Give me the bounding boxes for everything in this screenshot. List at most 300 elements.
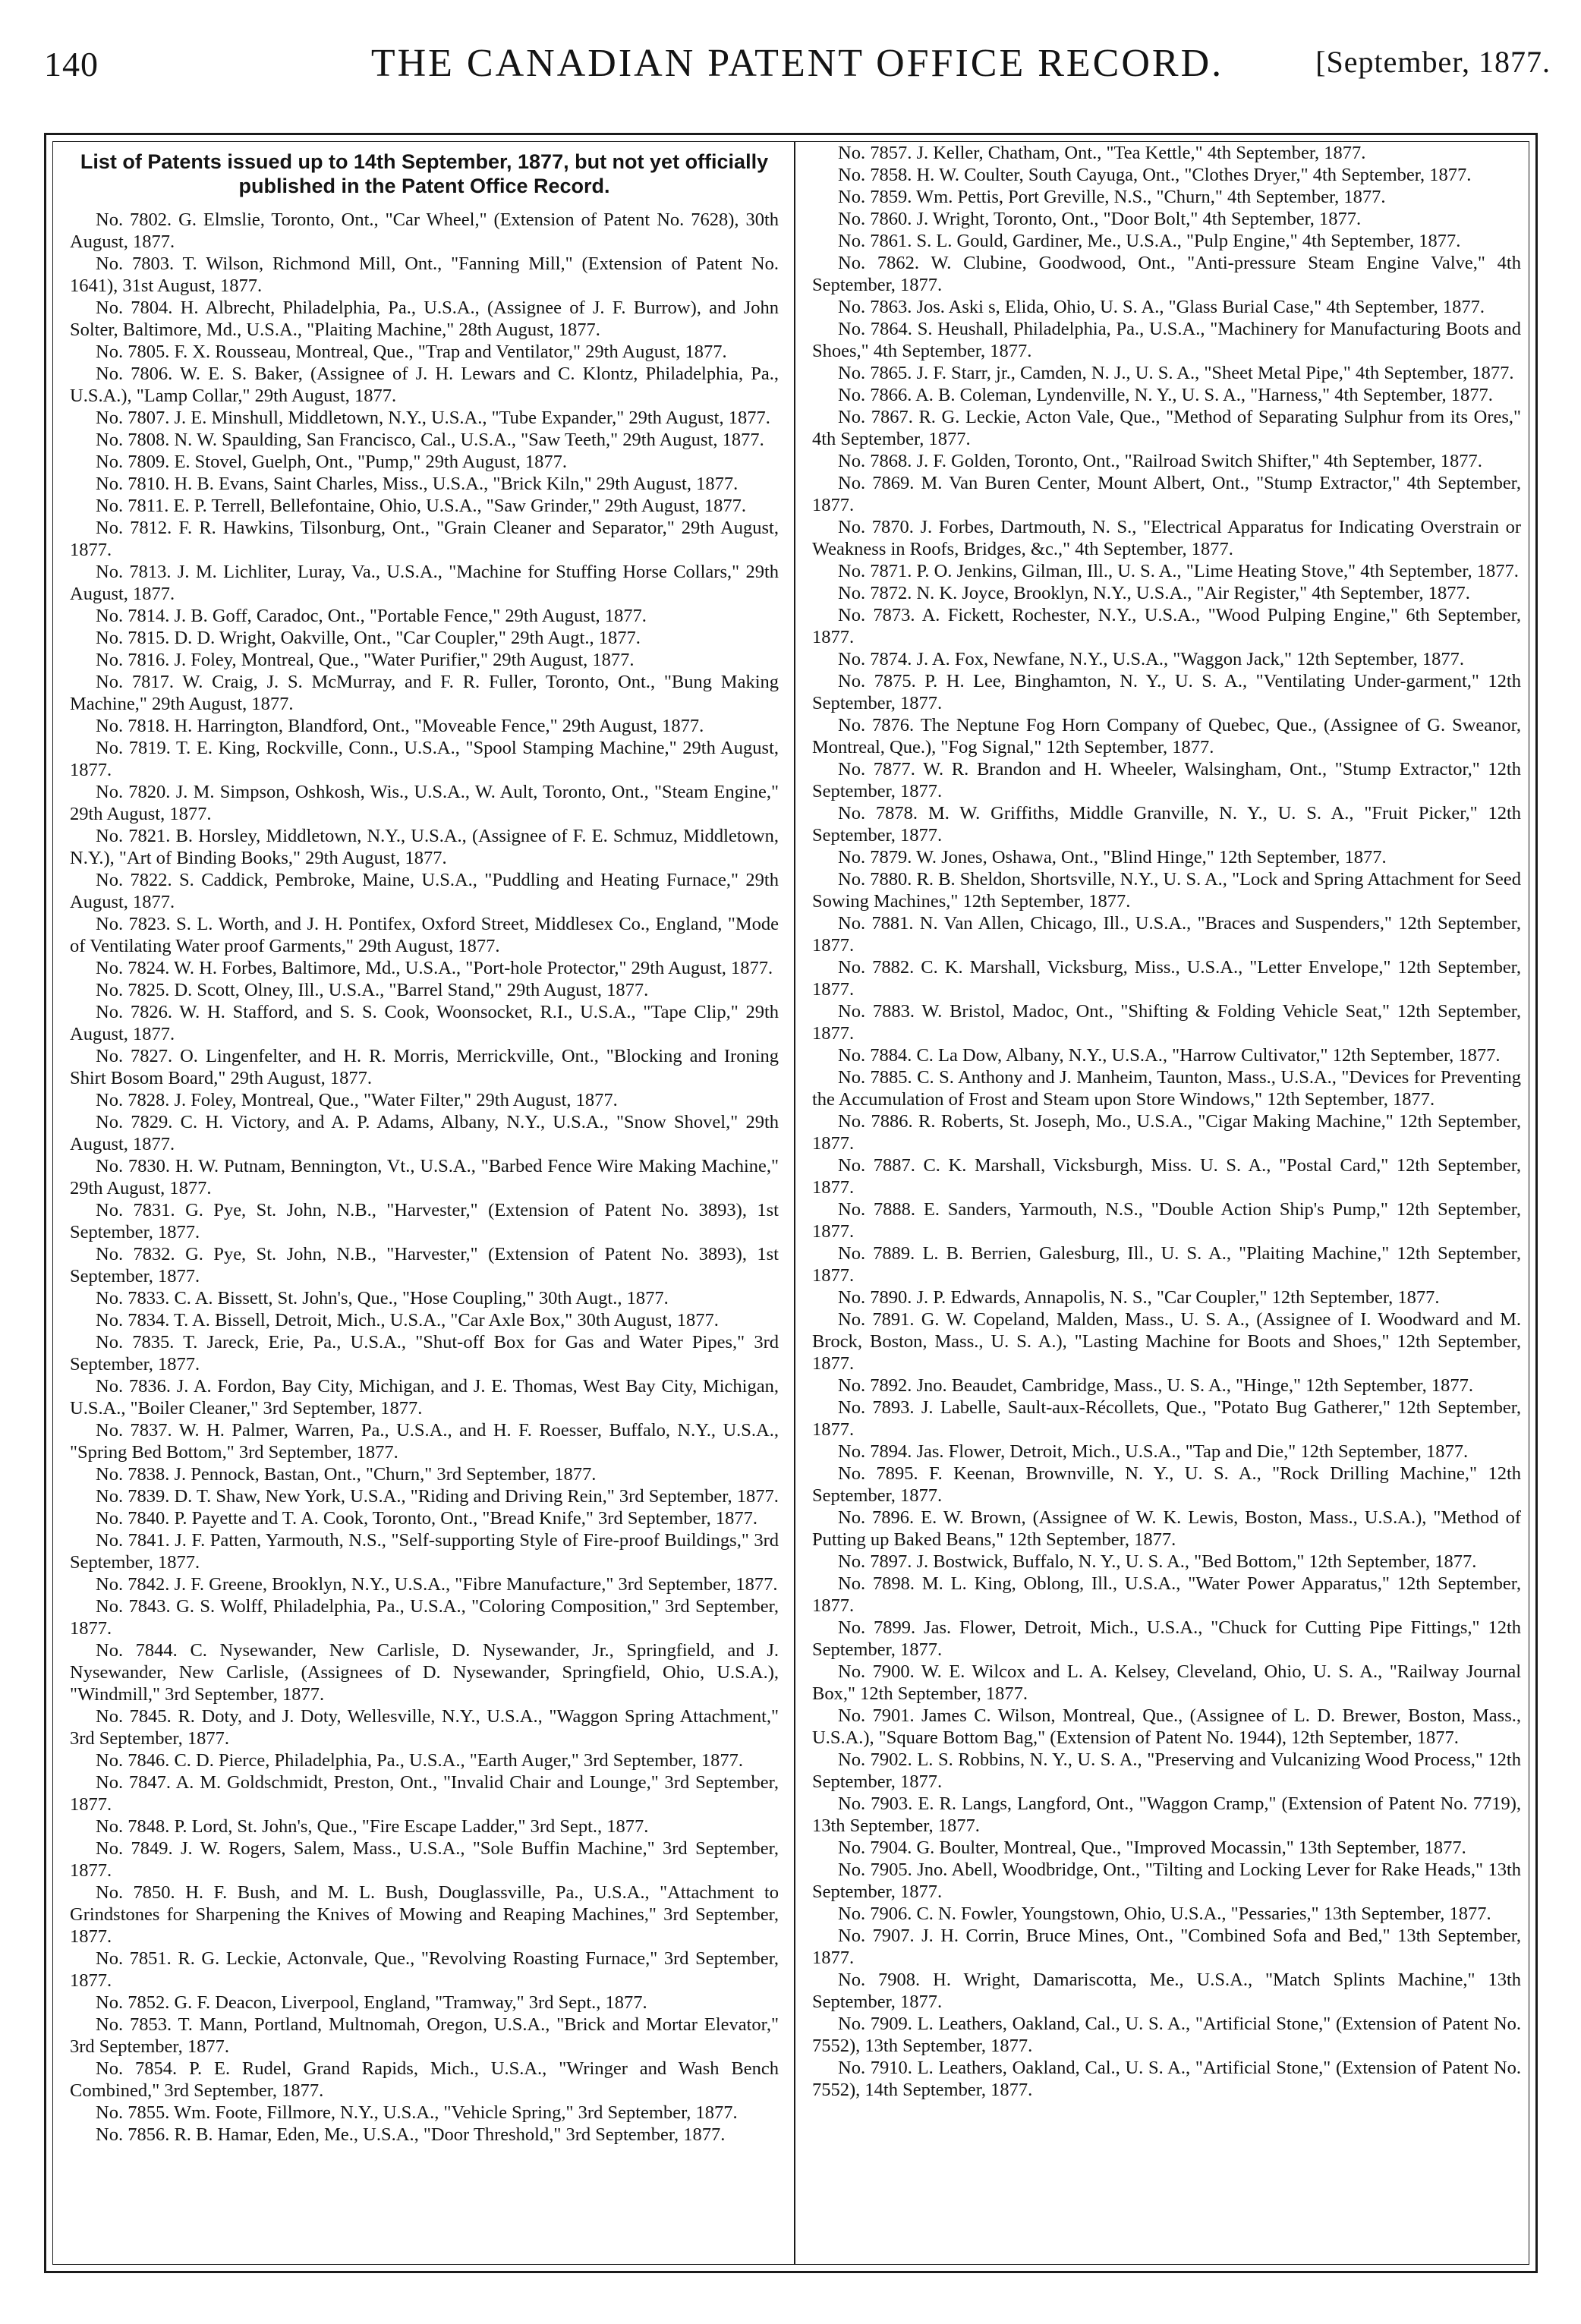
patent-number: No. 7807. [96, 408, 170, 428]
page-header [44, 36, 1551, 90]
patent-entry [70, 561, 779, 605]
patent-number: No. 7896. [838, 1507, 915, 1528]
patent-details: G. S. Wolff, Philadelphia, Pa., U.S.A., "Coloring Composition," 3rd September, 1877. [70, 1596, 779, 1639]
patent-entry [812, 296, 1521, 318]
patent-details: T. Jareck, Erie, Pa., U.S.A., "Shut-off Box for Gas and Water Pipes," 3rd September, 1877. [70, 1332, 779, 1375]
patent-entry [812, 472, 1521, 516]
patent-details: James C. Wilson, Montreal, Que., (Assignee of L. D. Brewer, Boston, Mass., U.S.A.), "Square Bottom Bag," (Extension of Patent No. 1944), 12th September, 1877. [812, 1705, 1521, 1748]
patent-details: C. D. Pierce, Philadelphia, Pa., U.S.A., "Earth Auger," 3rd September, 1877. [174, 1750, 743, 1771]
patent-number: No. 7862. [838, 253, 919, 273]
patent-details: L. Leathers, Oakland, Cal., U. S. A., "Artificial Stone," (Extension of Patent No. 7552), 14th September, 1877. [812, 2058, 1521, 2100]
patent-number: No. 7846. [96, 1750, 170, 1771]
patent-number: No. 7906. [838, 1904, 912, 1924]
patent-details: J. E. Minshull, Middletown, N.Y., U.S.A., "Tube Expander," 29th August, 1877. [174, 408, 770, 428]
patent-entry [812, 802, 1521, 846]
patent-entry [70, 2124, 779, 2146]
patent-entry [70, 825, 779, 869]
patent-entry [70, 1419, 779, 1463]
patent-details: Jas. Flower, Detroit, Mich., U.S.A., "Tap and Die," 12th September, 1877. [916, 1441, 1469, 1462]
patent-details: Jno. Beaudet, Cambridge, Mass., U. S. A., "Hinge," 12th September, 1877. [916, 1375, 1473, 1396]
patent-number: No. 7850. [96, 1882, 175, 1903]
patent-entry [70, 1749, 779, 1771]
patent-details: D. T. Shaw, New York, U.S.A., "Riding and Driving Rein," 3rd September, 1877. [174, 1486, 779, 1507]
patent-entry [812, 1793, 1521, 1837]
patent-number: No. 7819. [96, 738, 171, 758]
patent-number: No. 7904. [838, 1837, 912, 1858]
section-title: List of Patents issued up to 14th September, 1877, but not yet officially published in the Patent Office Record. [80, 150, 769, 197]
patent-details: J. Forbes, Dartmouth, N. S., "Electrical Apparatus for Indicating Overstrain or Weakness in Roofs, Bridges, &c.," 4th September, 1877. [812, 517, 1521, 559]
patent-details: J. Pennock, Bastan, Ont., "Churn," 3rd September, 1877. [174, 1464, 597, 1485]
patent-details: S. L. Gould, Gardiner, Me., U.S.A., "Pulp Engine," 4th September, 1877. [916, 231, 1461, 251]
patent-number: No. 7871. [838, 561, 912, 581]
patent-entry [812, 1925, 1521, 1969]
patent-details: H. B. Evans, Saint Charles, Miss., U.S.A., "Brick Kiln," 29th August, 1877. [174, 474, 739, 494]
patent-details: C. K. Marshall, Vicksburg, Miss., U.S.A., "Letter Envelope," 12th September, 1877. [812, 957, 1521, 1000]
patent-number: No. 7855. [96, 2102, 170, 2123]
patent-entry [70, 1771, 779, 1815]
patent-details: E. Stovel, Guelph, Ont., "Pump," 29th August, 1877. [174, 452, 567, 472]
patent-details: T. Mann, Portland, Multnomah, Oregon, U.S.A., "Brick and Mortar Elevator," 3rd September, 1877. [70, 2014, 779, 2057]
patent-entry [812, 186, 1521, 208]
patent-number: No. 7832. [96, 1244, 175, 1264]
patent-number: No. 7881. [838, 913, 914, 934]
patent-entry [812, 604, 1521, 648]
patent-details: R. Doty, and J. Doty, Wellesville, N.Y., U.S.A., "Waggon Spring Attachment," 3rd September, 1877. [70, 1706, 779, 1749]
patent-number: No. 7803. [96, 253, 175, 274]
patent-entry [812, 758, 1521, 802]
patent-number: No. 7903. [838, 1793, 913, 1814]
patent-entry [70, 517, 779, 561]
patent-details: J. Labelle, Sault-aux-Récollets, Que., "Potato Bug Gatherer," 12th September, 1877. [812, 1397, 1521, 1440]
patent-number: No. 7843. [96, 1596, 171, 1617]
patent-details: H. W. Putnam, Bennington, Vt., U.S.A., "Barbed Fence Wire Making Machine," 29th August, 1877. [70, 1156, 779, 1198]
patent-entry [812, 1463, 1521, 1507]
patent-number: No. 7802. [96, 209, 172, 230]
patent-entry [812, 582, 1521, 604]
patent-entry [812, 1573, 1521, 1617]
patent-number: No. 7818. [96, 716, 170, 736]
patent-entry [70, 429, 779, 451]
patent-number: No. 7849. [96, 1838, 173, 1859]
patent-entry [812, 252, 1521, 296]
patent-details: J. Wright, Toronto, Ont., "Door Bolt," 4th September, 1877. [916, 209, 1362, 229]
patent-entry [812, 406, 1521, 450]
patent-entry [812, 1308, 1521, 1375]
patent-entry [70, 495, 779, 517]
patent-number: No. 7838. [96, 1464, 170, 1485]
patent-entry [812, 1066, 1521, 1110]
patent-details: G. W. Copeland, Malden, Mass., U. S. A., (Assignee of I. Woodward and M. Brock, Boston, Mass., U. S. A.), "Lasting Machine for Boots and Shoes," 12th September, 1877. [812, 1309, 1521, 1374]
patent-entry [70, 869, 779, 913]
patent-number: No. 7860. [838, 209, 912, 229]
patent-entry [70, 737, 779, 781]
patent-details: W. Jones, Oshawa, Ont., "Blind Hinge," 12th September, 1877. [916, 847, 1387, 868]
patent-details: Wm. Pettis, Port Greville, N.S., "Churn," 4th September, 1877. [916, 187, 1386, 207]
patent-details: The Neptune Fog Horn Company of Quebec, Que., (Assignee of G. Sweanor, Montreal, Que.), "Fog Signal," 12th September, 1877. [812, 715, 1521, 757]
patent-number: No. 7870. [838, 517, 914, 537]
patent-number: No. 7887. [838, 1155, 915, 1176]
patent-entry [70, 1155, 779, 1199]
patent-details: H. Albrecht, Philadelphia, Pa., U.S.A., (Assignee of J. F. Burrow), and John Solter, Baltimore, Md., U.S.A., "Plaiting Machine," 28th August, 1877. [70, 298, 779, 340]
patent-number: No. 7884. [838, 1045, 912, 1066]
patent-number: No. 7834. [96, 1310, 170, 1330]
patent-entry [812, 142, 1521, 164]
patent-details: S. Caddick, Pembroke, Maine, U.S.A., "Puddling and Heating Furnace," 29th August, 1877. [70, 870, 779, 912]
patent-number: No. 7875. [838, 671, 916, 691]
patent-entry [70, 2058, 779, 2102]
patent-details: J. F. Golden, Toronto, Ont., "Railroad Switch Shifter," 4th September, 1877. [916, 451, 1482, 471]
patent-number: No. 7856. [96, 2124, 170, 2145]
patent-entry [812, 714, 1521, 758]
patent-number: No. 7905. [838, 1860, 912, 1880]
patent-number: No. 7831. [96, 1200, 175, 1220]
patent-entry [812, 1397, 1521, 1441]
patent-entry [70, 1243, 779, 1287]
patent-number: No. 7863. [838, 297, 912, 317]
patent-number: No. 7809. [96, 452, 170, 472]
patent-number: No. 7827. [96, 1046, 173, 1066]
patent-details: L. B. Berrien, Galesburg, Ill., U. S. A., "Plaiting Machine," 12th September, 1877. [812, 1243, 1521, 1286]
patent-number: No. 7816. [96, 650, 170, 670]
patent-entry [70, 1463, 779, 1485]
patent-entry [812, 1903, 1521, 1925]
patent-details: P. H. Lee, Binghamton, N. Y., U. S. A., "Ventilating Under-garment," 12th September, 1877. [812, 671, 1521, 713]
patent-details: F. R. Hawkins, Tilsonburg, Ont., "Grain Cleaner and Separator," 29th August, 1877. [70, 518, 779, 560]
patent-number: No. 7813. [96, 562, 172, 582]
patent-entry [812, 648, 1521, 670]
patent-details: J. B. Goff, Caradoc, Ont., "Portable Fence," 29th August, 1877. [174, 606, 647, 626]
patent-details: G. Pye, St. John, N.B., "Harvester," (Extension of Patent No. 3893), 1st September, 1877. [70, 1244, 779, 1286]
patent-details: J. F. Greene, Brooklyn, N.Y., U.S.A., "Fibre Manufacture," 3rd September, 1877. [174, 1574, 778, 1595]
column-divider [794, 142, 795, 2264]
patent-entry [70, 209, 779, 253]
patent-number: No. 7812. [96, 518, 172, 538]
patent-entry [70, 1595, 779, 1639]
patent-details: C. Nysewander, New Carlisle, D. Nysewander, Jr., Springfield, and J. Nysewander, New Carlisle, (Assignees of D. Nysewander, Springfield, Ohio, U.S.A.), "Windmill," 3rd September, 1877. [70, 1640, 779, 1705]
patent-details: J. F. Starr, jr., Camden, N. J., U. S. A., "Sheet Metal Pipe," 4th September, 1877. [916, 363, 1514, 383]
patent-number: No. 7844. [96, 1640, 178, 1661]
patent-details: C. H. Victory, and A. P. Adams, Albany, N.Y., U.S.A., "Snow Shovel," 29th August, 1877. [70, 1112, 779, 1154]
patent-entry [70, 1992, 779, 2014]
patent-entry [70, 979, 779, 1001]
patent-entry [70, 671, 779, 715]
patent-details: O. Lingenfelter, and H. R. Morris, Merrickville, Ont., "Blocking and Ironing Shirt Bosom Board," 29th August, 1877. [70, 1046, 779, 1088]
patent-number: No. 7817. [96, 672, 174, 692]
patent-entry [70, 451, 779, 473]
patent-details: G. Pye, St. John, N.B., "Harvester," (Extension of Patent No. 3893), 1st September, 1877. [70, 1200, 779, 1242]
patent-number: No. 7886. [838, 1111, 913, 1132]
patent-number: No. 7879. [838, 847, 912, 868]
patent-number: No. 7824. [96, 958, 170, 978]
patent-entry [812, 1000, 1521, 1044]
patent-details: S. L. Worth, and J. H. Pontifex, Oxford Street, Middlesex Co., England, "Mode of Ventilating Water proof Garments," 29th August, 1877. [70, 914, 779, 956]
patent-number: No. 7828. [96, 1090, 170, 1110]
patent-entry [70, 363, 779, 407]
patent-details: J. A. Fox, Newfane, N.Y., U.S.A., "Waggon Jack," 12th September, 1877. [916, 649, 1465, 669]
patent-entry [70, 627, 779, 649]
patent-details: T. E. King, Rockville, Conn., U.S.A., "Spool Stamping Machine," 29th August, 1877. [70, 738, 779, 780]
patent-details: T. A. Bissell, Detroit, Mich., U.S.A., "Car Axle Box," 30th August, 1877. [174, 1310, 719, 1330]
patent-entry [812, 846, 1521, 868]
patent-details: E. P. Terrell, Bellefontaine, Ohio, U.S.A., "Saw Grinder," 29th August, 1877. [173, 496, 747, 516]
issue-date: [September, 1877. [1315, 45, 1551, 79]
patent-details: M. W. Griffiths, Middle Granville, N. Y., U. S. A., "Fruit Picker," 12th September, 1877. [812, 803, 1521, 846]
patent-details: W. E. S. Baker, (Assignee of J. H. Lewars and C. Klontz, Philadelphia, Pa., U.S.A.), "Lamp Collar," 29th August, 1877. [70, 364, 779, 406]
patent-number: No. 7883. [838, 1001, 915, 1022]
patent-entry [70, 1948, 779, 1992]
patent-number: No. 7893. [838, 1397, 915, 1418]
patent-details: P. Lord, St. John's, Que., "Fire Escape Ladder," 3rd Sept., 1877. [174, 1816, 649, 1837]
patent-entry [70, 1639, 779, 1705]
patent-details: P. E. Rudel, Grand Rapids, Mich., U.S.A., "Wringer and Wash Bench Combined," 3rd September, 1877. [70, 2058, 779, 2101]
patent-number: No. 7851. [96, 1948, 172, 1969]
patent-number: No. 7869. [838, 473, 915, 493]
patent-entry [70, 1815, 779, 1837]
patent-entry [812, 1198, 1521, 1242]
patent-details: W. Craig, J. S. McMurray, and F. R. Fuller, Toronto, Ont., "Bung Making Machine," 29th August, 1877. [70, 672, 779, 714]
patent-details: H. W. Coulter, South Cayuga, Ont., "Clothes Dryer," 4th September, 1877. [916, 165, 1472, 185]
patent-entry [812, 1705, 1521, 1749]
patent-number: No. 7837. [96, 1420, 172, 1441]
patent-entry [812, 1154, 1521, 1198]
patent-details: C. S. Anthony and J. Manheim, Taunton, Mass., U.S.A., "Devices for Preventing the Accumulation of Frost and Steam upon Store Windows," 12th September, 1877. [812, 1067, 1521, 1110]
patent-entry [812, 1661, 1521, 1705]
patent-details: W. H. Forbes, Baltimore, Md., U.S.A., "Port-hole Protector," 29th August, 1877. [174, 958, 773, 978]
content-frame [44, 133, 1538, 2273]
patent-entry [812, 956, 1521, 1000]
patent-details: P. Payette and T. A. Cook, Toronto, Ont., "Bread Knife," 3rd September, 1877. [174, 1508, 757, 1529]
patent-details: J. A. Fordon, Bay City, Michigan, and J. E. Thomas, West Bay City, Michigan, U.S.A., "Boiler Cleaner," 3rd September, 1877. [70, 1376, 779, 1419]
patent-number: No. 7806. [96, 364, 173, 384]
patent-entry [812, 1242, 1521, 1286]
patent-number: No. 7833. [96, 1288, 170, 1308]
patent-number: No. 7882. [838, 957, 915, 978]
patent-details: E. Sanders, Yarmouth, N.S., "Double Action Ship's Pump," 12th September, 1877. [812, 1199, 1521, 1242]
left-column [70, 142, 779, 2264]
patent-entry [812, 1507, 1521, 1551]
patent-details: R. B. Sheldon, Shortsville, N.Y., U. S. A., "Lock and Spring Attachment for Seed Sowing Machines," 12th September, 1877. [812, 869, 1521, 912]
page-number: 140 [44, 45, 99, 83]
patent-number: No. 7820. [96, 782, 171, 802]
patent-entry [70, 1573, 779, 1595]
patent-number: No. 7805. [96, 342, 170, 362]
patent-entry [70, 2102, 779, 2124]
patent-number: No. 7908. [838, 1970, 921, 1990]
patent-number: No. 7867. [838, 407, 913, 427]
patent-details: N. W. Spaulding, San Francisco, Cal., U.S.A., "Saw Teeth," 29th August, 1877. [174, 430, 764, 450]
patent-entry [70, 715, 779, 737]
patent-entry [812, 1859, 1521, 1903]
patent-details: D. D. Wright, Oakville, Ont., "Car Coupler," 29th Augt., 1877. [174, 628, 641, 648]
patent-details: C. N. Fowler, Youngstown, Ohio, U.S.A., "Pessaries," 13th September, 1877. [916, 1904, 1491, 1924]
patent-entry [70, 1111, 779, 1155]
patent-entry [812, 1110, 1521, 1154]
patent-details: J. Foley, Montreal, Que., "Water Filter," 29th August, 1877. [174, 1090, 618, 1110]
patent-number: No. 7890. [838, 1287, 912, 1308]
patent-entry [812, 318, 1521, 362]
patent-details: M. Van Buren Center, Mount Albert, Ont., "Stump Extractor," 4th September, 1877. [812, 473, 1521, 515]
patent-number: No. 7873. [838, 605, 915, 625]
patent-details: R. G. Leckie, Acton Vale, Que., "Method of Separating Sulphur from its Ores," 4th September, 1877. [812, 407, 1521, 449]
patent-number: No. 7885. [838, 1067, 912, 1088]
patent-number: No. 7898. [838, 1573, 915, 1594]
patent-details: M. L. King, Oblong, Ill., U.S.A., "Water Power Apparatus," 12th September, 1877. [812, 1573, 1521, 1616]
patent-entry [812, 230, 1521, 252]
patent-number: No. 7895. [838, 1463, 918, 1484]
patent-details: H. Harrington, Blandford, Ont., "Moveable Fence," 29th August, 1877. [174, 716, 704, 736]
patent-entry [812, 1749, 1521, 1793]
patent-number: No. 7804. [96, 298, 173, 318]
patent-number: No. 7876. [838, 715, 915, 735]
patent-number: No. 7836. [96, 1376, 171, 1397]
patent-number: No. 7830. [96, 1156, 171, 1176]
publication-title: THE CANADIAN PATENT OFFICE RECORD. [370, 42, 1224, 85]
patent-number: No. 7892. [838, 1375, 912, 1396]
patent-number: No. 7891. [838, 1309, 915, 1330]
patent-number: No. 7815. [96, 628, 170, 648]
patent-number: No. 7909. [838, 2014, 912, 2034]
patent-entry [812, 516, 1521, 560]
patent-details: J. M. Simpson, Oshkosh, Wis., U.S.A., W. Ault, Toronto, Ont., "Steam Engine," 29th August, 1877. [70, 782, 779, 824]
patent-details: W. Bristol, Madoc, Ont., "Shifting & Folding Vehicle Seat," 12th September, 1877. [812, 1001, 1521, 1044]
patent-entry [812, 1375, 1521, 1397]
patent-entry [70, 605, 779, 627]
patent-number: No. 7877. [838, 759, 915, 779]
patent-details: L. S. Robbins, N. Y., U. S. A., "Preserving and Vulcanizing Wood Process," 12th September, 1877. [812, 1749, 1521, 1792]
patent-details: Jno. Abell, Woodbridge, Ont., "Tilting and Locking Lever for Rake Heads," 13th September, 1877. [812, 1860, 1521, 1902]
patent-entry [70, 253, 779, 297]
patent-entry [70, 957, 779, 979]
patent-number: No. 7868. [838, 451, 912, 471]
patent-entry [812, 384, 1521, 406]
patent-details: J. W. Rogers, Salem, Mass., U.S.A., "Sole Buffin Machine," 3rd September, 1877. [70, 1838, 779, 1881]
patent-details: R. B. Hamar, Eden, Me., U.S.A., "Door Threshold," 3rd September, 1877. [174, 2124, 726, 2145]
patent-number: No. 7872. [838, 583, 912, 603]
patent-entry [812, 1969, 1521, 2013]
patent-details: A. M. Goldschmidt, Preston, Ont., "Invalid Chair and Lounge," 3rd September, 1877. [70, 1772, 779, 1815]
patent-details: R. Roberts, St. Joseph, Mo., U.S.A., "Cigar Making Machine," 12th September, 1877. [812, 1111, 1521, 1154]
patent-details: B. Horsley, Middletown, N.Y., U.S.A., (Assignee of F. E. Schmuz, Middletown, N.Y.), "Art of Binding Books," 29th August, 1877. [70, 826, 779, 868]
patent-number: No. 7854. [96, 2058, 178, 2079]
patent-details: P. O. Jenkins, Gilman, Ill., U. S. A., "Lime Heating Stove," 4th September, 1877. [916, 561, 1519, 581]
patent-number: No. 7811. [96, 496, 169, 516]
patent-entry [70, 1882, 779, 1948]
patent-entry [812, 362, 1521, 384]
patent-details: J. P. Edwards, Annapolis, N. S., "Car Coupler," 12th September, 1877. [916, 1287, 1440, 1308]
patent-details: S. Heushall, Philadelphia, Pa., U.S.A., "Machinery for Manufacturing Boots and Shoes," 4th September, 1877. [812, 319, 1521, 361]
patent-number: No. 7841. [96, 1530, 170, 1551]
patent-number: No. 7821. [96, 826, 171, 846]
patent-number: No. 7847. [96, 1772, 172, 1793]
patent-entry [812, 164, 1521, 186]
patent-number: No. 7814. [96, 606, 170, 626]
patent-number: No. 7808. [96, 430, 170, 450]
patent-entry [70, 1199, 779, 1243]
patent-number: No. 7853. [96, 2014, 172, 2035]
patent-details: R. G. Leckie, Actonvale, Que., "Revolving Roasting Furnace," 3rd September, 1877. [70, 1948, 779, 1991]
patent-entry [70, 1331, 779, 1375]
patent-details: F. Keenan, Brownville, N. Y., U. S. A., "Rock Drilling Machine," 12th September, 1877. [812, 1463, 1521, 1506]
patent-entry [70, 1089, 779, 1111]
patent-entry [70, 407, 779, 429]
patent-number: No. 7858. [838, 165, 912, 185]
patent-details: J. F. Patten, Yarmouth, N.S., "Self-supporting Style of Fire-proof Buildings," 3rd September, 1877. [70, 1530, 779, 1573]
patent-entry [812, 1044, 1521, 1066]
patent-entry [70, 649, 779, 671]
patent-number: No. 7864. [838, 319, 912, 339]
patent-number: No. 7889. [838, 1243, 915, 1264]
patent-number: No. 7888. [838, 1199, 916, 1220]
patent-entry [812, 1286, 1521, 1308]
patent-details: D. Scott, Olney, Ill., U.S.A., "Barrel Stand," 29th August, 1877. [174, 980, 649, 1000]
patent-entry [70, 1045, 779, 1089]
content-frame-inner [52, 141, 1529, 2265]
patent-entry [812, 1617, 1521, 1661]
patent-number: No. 7826. [96, 1002, 172, 1022]
patent-details: A. B. Coleman, Lyndenville, N. Y., U. S. A., "Harness," 4th September, 1877. [915, 385, 1493, 405]
patent-number: No. 7861. [838, 231, 912, 251]
patent-details: J. M. Lichliter, Luray, Va., U.S.A., "Machine for Stuffing Horse Collars," 29th August, 1877. [70, 562, 779, 604]
patent-entry [70, 1485, 779, 1507]
patent-details: W. E. Wilcox and L. A. Kelsey, Cleveland, Ohio, U. S. A., "Railway Journal Box," 12th September, 1877. [812, 1661, 1521, 1704]
patent-entry [70, 2014, 779, 2058]
patent-number: No. 7874. [838, 649, 912, 669]
patent-number: No. 7842. [96, 1574, 170, 1595]
patent-details: G. Boulter, Montreal, Que., "Improved Mocassin," 13th September, 1877. [916, 1837, 1466, 1858]
patent-entry [70, 913, 779, 957]
patent-number: No. 7852. [96, 1992, 170, 2013]
patent-entry [812, 208, 1521, 230]
patent-entry [812, 2013, 1521, 2057]
patent-details: W. Clubine, Goodwood, Ont., "Anti-pressure Steam Engine Valve," 4th September, 1877. [812, 253, 1521, 295]
patent-details: Jos. Aski s, Elida, Ohio, U. S. A., "Glass Burial Case," 4th September, 1877. [916, 297, 1485, 317]
patent-details: G. F. Deacon, Liverpool, England, "Tramway," 3rd Sept., 1877. [174, 1992, 647, 2013]
patent-number: No. 7910. [838, 2058, 912, 2078]
patent-details: W. H. Stafford, and S. S. Cook, Woonsocket, R.I., U.S.A., "Tape Clip," 29th August, 1877. [70, 1002, 779, 1044]
patent-details: E. R. Langs, Langford, Ont., "Waggon Cramp," (Extension of Patent No. 7719), 13th September, 1877. [812, 1793, 1521, 1836]
patent-number: No. 7823. [96, 914, 171, 934]
patent-number: No. 7839. [96, 1486, 170, 1507]
patent-entry [812, 868, 1521, 912]
patent-number: No. 7848. [96, 1816, 170, 1837]
patent-number: No. 7901. [838, 1705, 915, 1726]
patent-details: C. La Dow, Albany, N.Y., U.S.A., "Harrow Cultivator," 12th September, 1877. [916, 1045, 1501, 1066]
patent-entry [70, 1375, 779, 1419]
patent-entry [812, 560, 1521, 582]
patent-entry [70, 1529, 779, 1573]
patent-entry [812, 670, 1521, 714]
patent-entry [812, 450, 1521, 472]
patent-entry [812, 1551, 1521, 1573]
patent-number: No. 7825. [96, 980, 170, 1000]
patent-entry [70, 1309, 779, 1331]
patent-details: C. K. Marshall, Vicksburgh, Miss. U. S. A., "Postal Card," 12th September, 1877. [812, 1155, 1521, 1198]
patent-number: No. 7866. [838, 385, 912, 405]
patent-details: J. Foley, Montreal, Que., "Water Purifier," 29th August, 1877. [174, 650, 635, 670]
patent-number: No. 7835. [96, 1332, 175, 1353]
patent-entry [70, 341, 779, 363]
patent-details: Wm. Foote, Fillmore, N.Y., U.S.A., "Vehicle Spring," 3rd September, 1877. [174, 2102, 738, 2123]
patent-number: No. 7894. [838, 1441, 912, 1462]
patent-entry [70, 1837, 779, 1882]
patent-details: J. Keller, Chatham, Ont., "Tea Kettle," 4th September, 1877. [916, 143, 1366, 163]
patent-number: No. 7840. [96, 1508, 170, 1529]
patent-details: L. Leathers, Oakland, Cal., U. S. A., "Artificial Stone," (Extension of Patent No. 7552), 13th September, 1877. [812, 2014, 1521, 2056]
patent-number: No. 7859. [838, 187, 912, 207]
patent-number: No. 7880. [838, 869, 912, 890]
patent-details: H. Wright, Damariscotta, Me., U.S.A., "Match Splints Machine," 13th September, 1877. [812, 1970, 1521, 2012]
patent-entry [70, 1287, 779, 1309]
